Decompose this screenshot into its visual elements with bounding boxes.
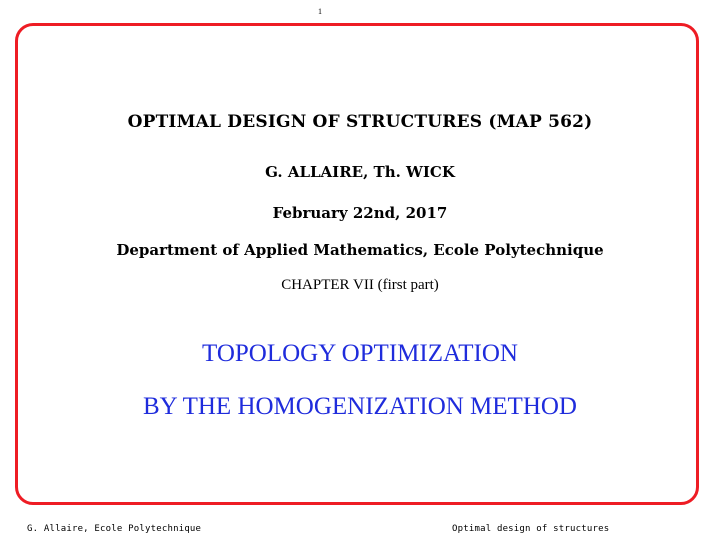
slide-chapter: CHAPTER VII (first part) — [281, 277, 439, 293]
footer-right: Optimal design of structures — [452, 524, 610, 534]
slide-title: OPTIMAL DESIGN OF STRUCTURES (MAP 562) — [127, 112, 593, 132]
slide-authors: G. ALLAIRE, Th. WICK — [265, 163, 455, 181]
page-number: 1 — [318, 7, 322, 16]
slide-heading-line-1: TOPOLOGY OPTIMIZATION — [202, 340, 518, 367]
slide-heading-line-2: BY THE HOMOGENIZATION METHOD — [143, 393, 577, 420]
slide-date: February 22nd, 2017 — [272, 204, 448, 222]
footer-left: G. Allaire, Ecole Polytechnique — [27, 524, 202, 534]
slide-department: Department of Applied Mathematics, Ecole Polytechnique — [116, 241, 604, 259]
slide-frame — [15, 23, 699, 505]
